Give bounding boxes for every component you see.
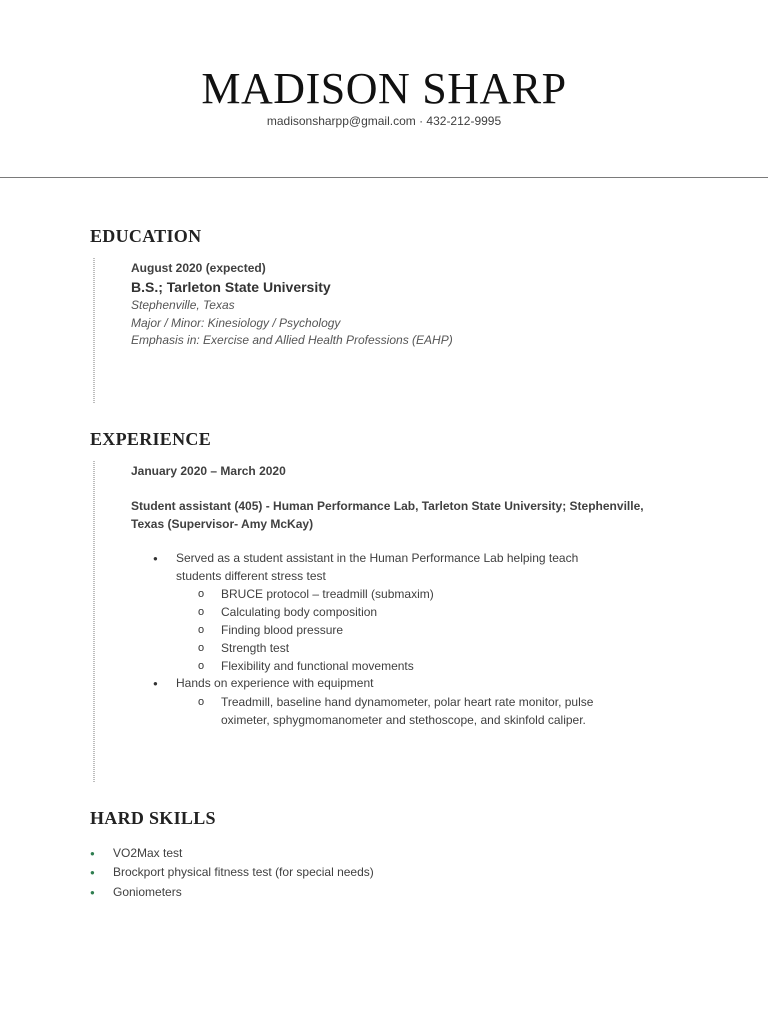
list-item [131,550,621,675]
list-item: o Finding blood pressure [176,621,621,639]
list-item: o Strength test [176,639,621,657]
list-item: o Flexibility and functional movements [176,657,621,675]
contact-info: madisonsharpp@gmail.com · 432-212-9995 [266,114,502,128]
first-name: MADISON [201,64,411,113]
list-item: o Calculating body composition [176,603,621,621]
education-timeline-bar [93,258,95,404]
header-divider [0,177,768,178]
education-degree: B.S.; Tarleton State University [131,279,331,295]
experience-block [131,462,661,729]
candidate-name [0,64,768,114]
sub-bullets [176,585,621,675]
education-location: Stephenville, Texas [131,298,235,312]
experience-bullets [131,550,621,729]
bullet-text: Served as a student assistant in the Human Performance Lab helping teach students different stress test [176,551,579,583]
hard-skills-heading: HARD SKILLS [90,808,216,828]
last-name: SHARP [422,64,567,113]
hard-skills-list [90,844,374,902]
education-block [131,259,453,350]
education-major-minor: Major / Minor: Kinesiology / Psychology [131,315,341,330]
list-item: o BRUCE protocol – treadmill (submaxim) [176,585,621,603]
list-item: ● Brockport physical fitness test (for special needs) [90,863,374,882]
education-date: August 2020 (expected) [131,261,266,275]
bullet-text: Hands on experience with equipment [176,676,374,690]
list-item: ● VO2Max test [90,844,374,863]
education-heading: EDUCATION [90,226,202,246]
experience-timeline-bar [93,461,95,783]
experience-heading: EXPERIENCE [90,429,212,449]
education-emphasis: Emphasis in: Exercise and Allied Health Professions (EAHP) [131,333,453,347]
experience-role: Student assistant (405) - Human Performance Lab, Tarleton State University; Stephenville, Texas (Supervisor- Amy McKay) [131,499,644,531]
list-item: ● Goniometers [90,883,374,902]
list-item [131,675,621,729]
list-item: o Treadmill, baseline hand dynamometer, polar heart rate monitor, pulse oximeter, sphygmomanometer and stethoscope, and skinfold caliper. [176,693,621,729]
experience-date: January 2020 – March 2020 [131,464,286,478]
sub-bullets [176,693,621,729]
